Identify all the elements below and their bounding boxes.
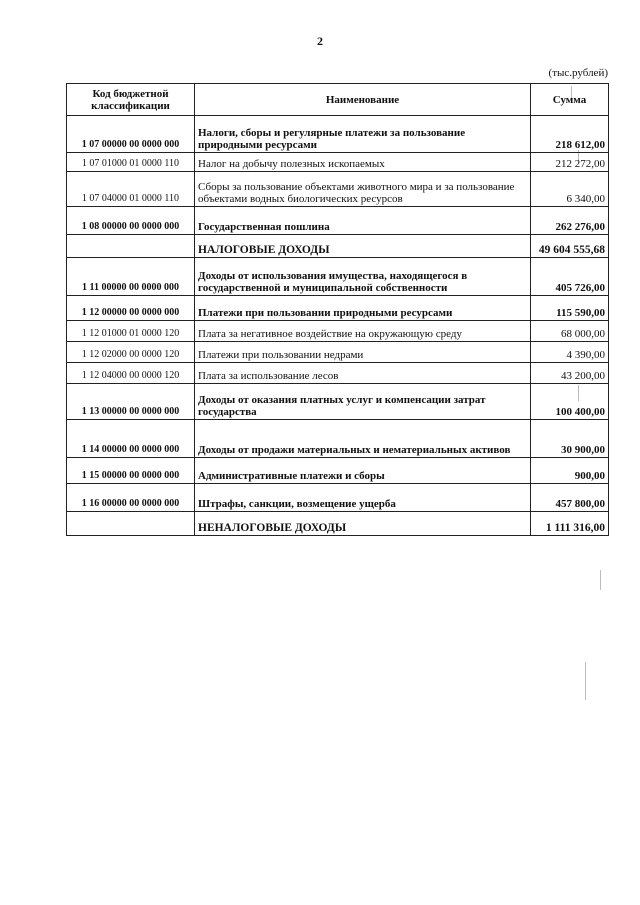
row-sum: 212 272,00	[531, 153, 609, 172]
row-name: Государственная пошлина	[195, 207, 531, 235]
row-sum: 218 612,00	[531, 116, 609, 153]
row-name: Доходы от оказания платных услуг и компенсации затрат государства	[195, 384, 531, 420]
row-code: 1 12 00000 00 0000 000	[67, 296, 195, 321]
table-row	[67, 342, 609, 363]
table-row	[67, 420, 609, 458]
page-number: 2	[317, 34, 323, 48]
row-code: 1 07 04000 01 0000 110	[67, 172, 195, 207]
row-code: 1 12 04000 00 0000 120	[67, 363, 195, 384]
scan-mark	[600, 570, 601, 590]
row-sum: 30 900,00	[531, 420, 609, 458]
row-sum: 68 000,00	[531, 321, 609, 342]
header-sum: Сумма	[531, 84, 609, 116]
row-name: Доходы от использования имущества, находящегося в государственной и муниципальной собственности	[195, 258, 531, 296]
row-sum: 43 200,00	[531, 363, 609, 384]
row-name: Сборы за пользование объектами животного мира и за пользование объектами водных биологических ресурсов	[195, 172, 531, 207]
table-row	[67, 258, 609, 296]
row-code: 1 08 00000 00 0000 000	[67, 207, 195, 235]
row-sum: 262 276,00	[531, 207, 609, 235]
row-sum: 457 800,00	[531, 484, 609, 512]
table-row	[67, 484, 609, 512]
table-row	[67, 207, 609, 235]
row-sum: 1 111 316,00	[531, 512, 609, 536]
table-row	[67, 116, 609, 153]
row-code: 1 14 00000 00 0000 000	[67, 420, 195, 458]
budget-revenue-table	[66, 83, 609, 536]
row-code: 1 07 01000 01 0000 110	[67, 153, 195, 172]
table-row	[67, 512, 609, 536]
row-sum: 405 726,00	[531, 258, 609, 296]
row-name: Штрафы, санкции, возмещение ущерба	[195, 484, 531, 512]
row-code: 1 15 00000 00 0000 000	[67, 458, 195, 484]
row-sum: 49 604 555,68	[531, 235, 609, 258]
row-name: НАЛОГОВЫЕ ДОХОДЫ	[195, 235, 531, 258]
table-row	[67, 363, 609, 384]
table-row	[67, 235, 609, 258]
table-row	[67, 296, 609, 321]
row-name: Плата за негативное воздействие на окружающую среду	[195, 321, 531, 342]
row-sum: 100 400,00	[531, 384, 609, 420]
table-row	[67, 458, 609, 484]
scan-mark	[585, 662, 586, 700]
row-name: НЕНАЛОГОВЫЕ ДОХОДЫ	[195, 512, 531, 536]
table-row	[67, 321, 609, 342]
row-code: 1 11 00000 00 0000 000	[67, 258, 195, 296]
row-name: Платежи при пользовании недрами	[195, 342, 531, 363]
row-code: 1 16 00000 00 0000 000	[67, 484, 195, 512]
row-name: Налоги, сборы и регулярные платежи за пользование природными ресурсами	[195, 116, 531, 153]
header-name: Наименование	[195, 84, 531, 116]
row-code: 1 12 01000 01 0000 120	[67, 321, 195, 342]
row-sum: 4 390,00	[531, 342, 609, 363]
row-sum: 900,00	[531, 458, 609, 484]
row-name: Налог на добычу полезных ископаемых	[195, 153, 531, 172]
row-code	[67, 512, 195, 536]
row-name: Доходы от продажи материальных и нематериальных активов	[195, 420, 531, 458]
row-code: 1 12 02000 00 0000 120	[67, 342, 195, 363]
row-code: 1 07 00000 00 0000 000	[67, 116, 195, 153]
row-sum: 6 340,00	[531, 172, 609, 207]
units-label: (тыс.рублей)	[548, 67, 608, 79]
table-header-row	[67, 84, 609, 116]
header-code: Код бюджетной классификации	[67, 84, 195, 116]
row-name: Административные платежи и сборы	[195, 458, 531, 484]
row-name: Платежи при пользовании природными ресурсами	[195, 296, 531, 321]
row-code: 1 13 00000 00 0000 000	[67, 384, 195, 420]
table-row	[67, 384, 609, 420]
row-name: Плата за использование лесов	[195, 363, 531, 384]
table-row	[67, 172, 609, 207]
row-sum: 115 590,00	[531, 296, 609, 321]
table-row	[67, 153, 609, 172]
row-code	[67, 235, 195, 258]
